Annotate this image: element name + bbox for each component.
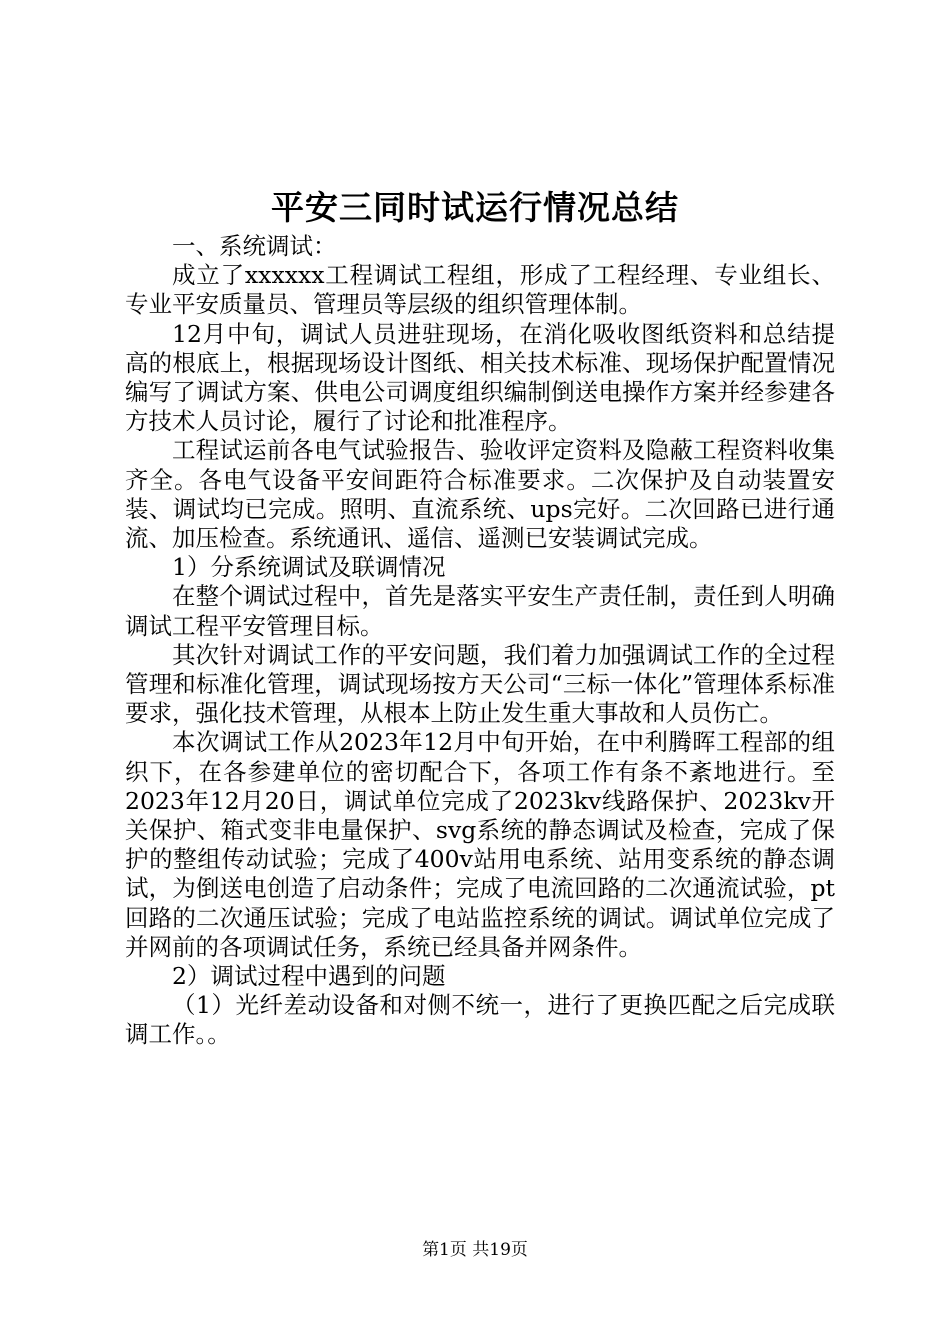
paragraph: 成立了xxxxxx工程调试工程组，形成了工程经理、专业组长、专业平安质量员、管理员等层级的组织管理体制。 xyxy=(125,261,835,319)
document-body xyxy=(125,232,835,1050)
paragraph: 本次调试工作从2023年12月中旬开始，在中利腾晖工程部的组织下，在各参建单位的密切配合下，各项工作有条不紊地进行。至2023年12月20日，调试单位完成了2023kv线路保护、2023kv开关保护、箱式变非电量保护、svg系统的静态调试及检查，完成了保护的整组传动试验；完成了400v站用电系统、站用变系统的静态调试，为倒送电创造了启动条件；完成了电流回路的二次通流试验，pt回路的二次通压试验；完成了电站监控系统的调试。调试单位完成了并网前的各项调试任务，系统已经具备并网条件。 xyxy=(125,728,835,961)
paragraph: 1）分系统调试及联调情况 xyxy=(172,553,446,582)
paragraph: 在整个调试过程中，首先是落实平安生产责任制，责任到人明确调试工程平安管理目标。 xyxy=(125,582,835,640)
paragraph: 其次针对调试工作的平安问题，我们着力加强调试工作的全过程管理和标准化管理，调试现场按方天公司“三标一体化”管理体系标准要求，强化技术管理，从根本上防止发生重大事故和人员伤亡。 xyxy=(125,640,835,728)
paragraph: 12月中旬，调试人员进驻现场，在消化吸收图纸资料和总结提高的根底上，根据现场设计图纸、相关技术标准、现场保护配置情况编写了调试方案、供电公司调度组织编制倒送电操作方案并经参建各方技术人员讨论，履行了讨论和批准程序。 xyxy=(125,319,835,436)
paragraph: 2）调试过程中遇到的问题 xyxy=(172,962,446,991)
paragraph: 工程试运前各电气试验报告、验收评定资料及隐蔽工程资料收集齐全。各电气设备平安间距符合标准要求。二次保护及自动装置安装、调试均已完成。照明、直流系统、ups完好。二次回路已进行通流、加压检查。系统通讯、遥信、遥测已安装调试完成。 xyxy=(125,436,835,553)
document-title: 平安三同时试运行情况总结 xyxy=(271,188,679,227)
paragraph: 一、系统调试： xyxy=(172,232,337,260)
paragraph: （1）光纤差动设备和对侧不统一，进行了更换匹配之后完成联调工作。。 xyxy=(125,991,835,1049)
page-footer: 第1页 共19页 xyxy=(422,1240,528,1260)
